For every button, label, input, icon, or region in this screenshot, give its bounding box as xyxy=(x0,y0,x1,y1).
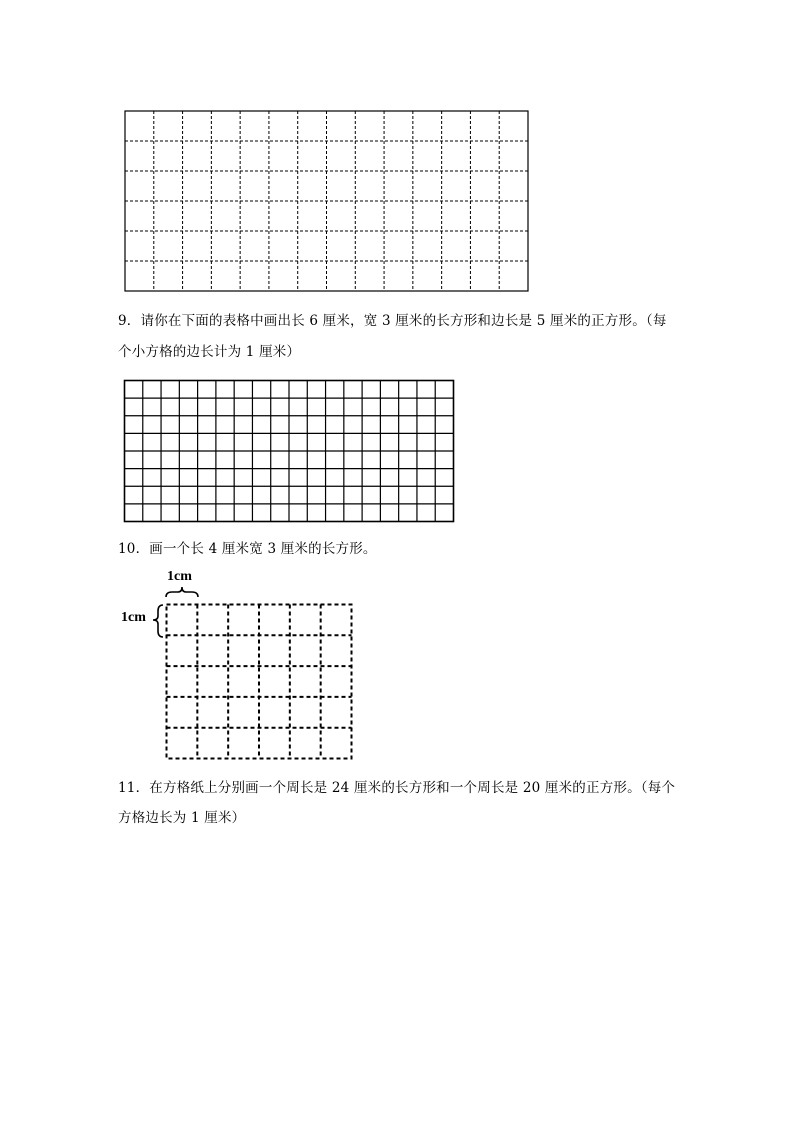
top-brace-icon xyxy=(164,585,202,599)
top-1cm-label: 1cm xyxy=(167,569,192,584)
question-9-line-1: 9．请你在下面的表格中画出长 6 厘米，宽 3 厘米的长方形和边长是 5 厘米的正方形。（每 xyxy=(118,313,667,329)
dashed-grid-14x6 xyxy=(124,110,529,292)
dashed-grid-6x5 xyxy=(165,603,353,760)
question-11-line-2: 方格边长为 1 厘米） xyxy=(118,810,246,826)
left-brace-icon xyxy=(151,603,165,639)
question-10-text: 10．画一个长 4 厘米宽 3 厘米的长方形。 xyxy=(118,541,377,557)
solid-grid-18x8 xyxy=(123,379,455,523)
question-11-line-1: 11．在方格纸上分别画一个周长是 24 厘米的长方形和一个周长是 20 厘米的正方形。（每个 xyxy=(118,780,676,796)
question-9-line-2: 个小方格的边长计为 1 厘米） xyxy=(118,344,301,360)
left-1cm-label: 1cm xyxy=(121,610,146,625)
